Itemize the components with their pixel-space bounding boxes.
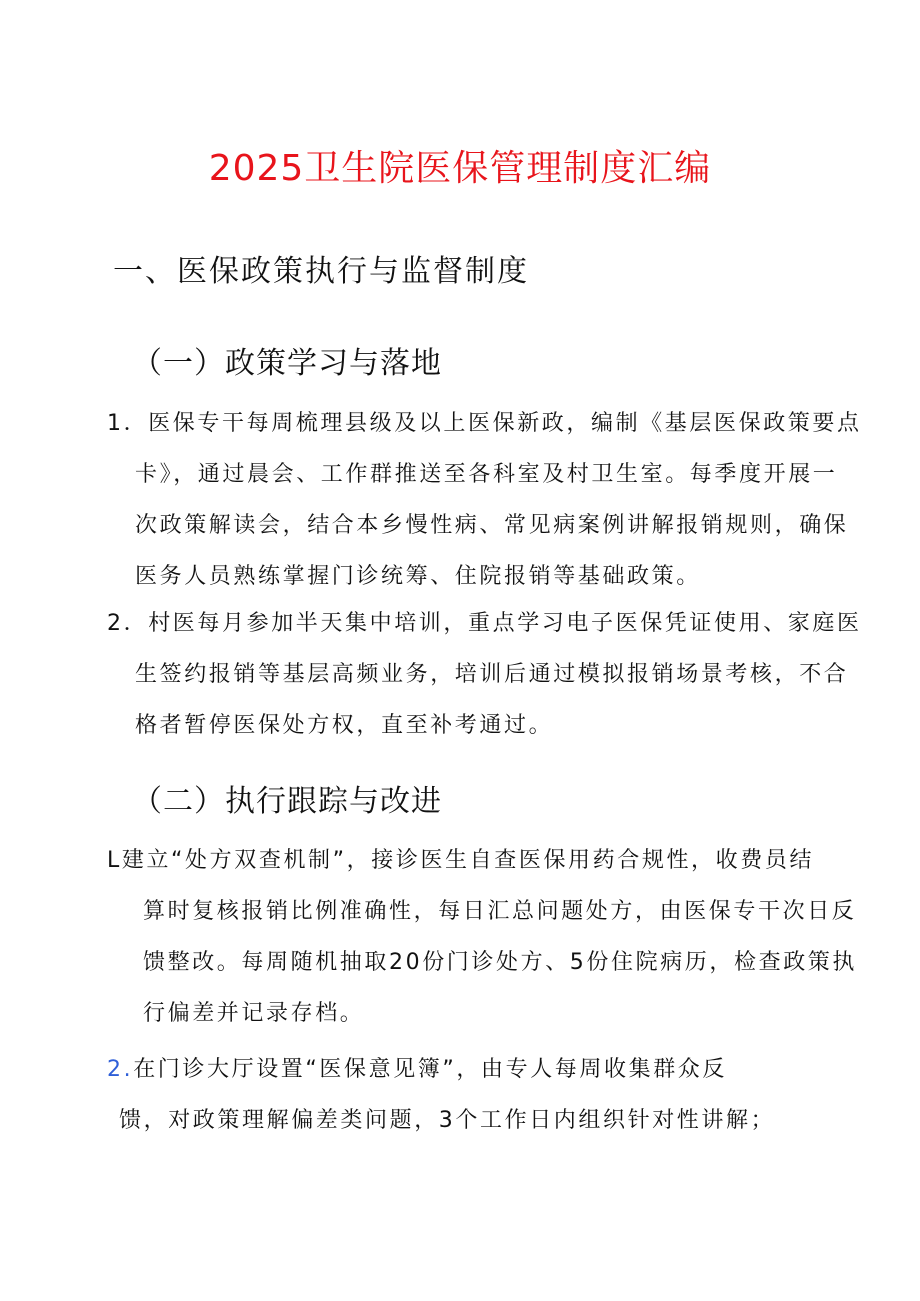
paragraph-line: L建立“处方双查机制”，接诊医生自查医保用药合规性，收费员结: [107, 848, 815, 873]
paragraph-policy-study-1: [107, 398, 862, 602]
section-heading: 一、医保政策执行与监督制度: [113, 254, 529, 289]
document-title: 2025卫生院医保管理制度汇编: [208, 148, 712, 189]
subsection-heading-2: （二）执行跟踪与改进: [132, 784, 442, 819]
paragraph-line: 次政策解读会，结合本乡慢性病、常见病案例讲解报销规则，确保: [135, 513, 849, 538]
paragraph-line: 算时复核报销比例准确性，每日汇总问题处方，由医保专干次日反: [143, 899, 857, 924]
paragraph-text: 在门诊大厅设置“医保意见簿”，由专人每周收集群众反: [133, 1057, 727, 1082]
paragraph-line: 1．医保专干每周梳理县级及以上医保新政，编制《基层医保政策要点: [107, 411, 862, 436]
subsection-heading-1: （一）政策学习与落地: [132, 346, 442, 381]
paragraph-line: 馈整改。每周随机抽取20份门诊处方、5份住院病历，检查政策执: [143, 950, 857, 975]
paragraph-line: 行偏差并记录存档。: [143, 1001, 365, 1026]
paragraph-line: 医务人员熟练掌握门诊统筹、住院报销等基础政策。: [135, 564, 701, 589]
paragraph-policy-study-2: [107, 598, 862, 751]
paragraph-line: 生签约报销等基层高频业务，培训后通过模拟报销场景考核，不合: [135, 662, 849, 687]
paragraph-line: 2．村医每月参加半天集中培训，重点学习电子医保凭证使用、家庭医: [107, 611, 862, 636]
paragraph-line: 格者暂停医保处方权，直至补考通过。: [135, 713, 554, 738]
paragraph-execution-2: [107, 1044, 775, 1146]
paragraph-line: 卡》，通过晨会、工作群推送至各科室及村卫生室。每季度开展一: [135, 462, 838, 487]
paragraph-line: 馈，对政策理解偏差类问题，3个工作日内组织针对性讲解；: [119, 1108, 776, 1133]
item-number: 2.: [107, 1057, 134, 1082]
paragraph-line: [107, 1044, 775, 1095]
paragraph-execution-1: [107, 835, 857, 1039]
